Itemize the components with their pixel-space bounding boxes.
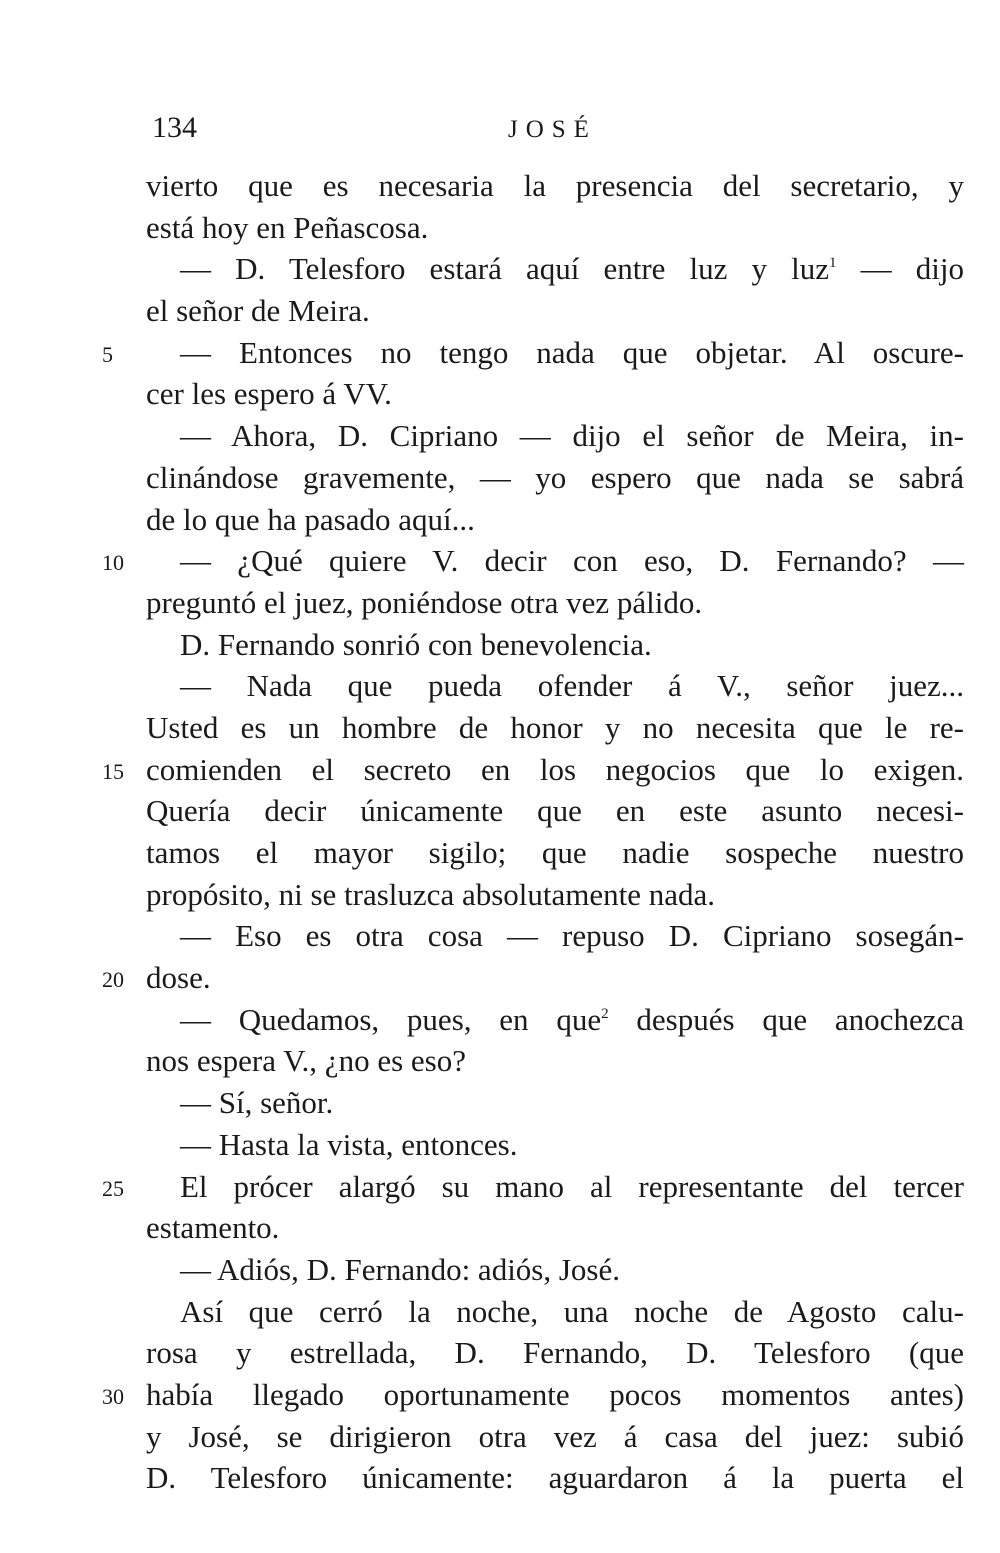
- line-text: — Adiós, D. Fernando: adiós, José.: [180, 1251, 621, 1287]
- page-number: 134: [152, 111, 197, 144]
- text-line: [146, 915, 964, 957]
- line-text: y José, se dirigieron otra vez á casa del juez: subió: [146, 1418, 964, 1454]
- line-text: — Hasta la vista, entonces.: [180, 1126, 518, 1162]
- line-text: propósito, ni se trasluzca absolutamente nada.: [146, 876, 716, 912]
- text-line: [146, 1249, 964, 1291]
- footnote-marker: 1: [829, 255, 837, 272]
- line-text: estamento.: [146, 1210, 280, 1246]
- text-line: [146, 1082, 964, 1124]
- text-line: [146, 207, 964, 249]
- text-line: [146, 457, 964, 499]
- text-line: [102, 1166, 964, 1208]
- text-line: [102, 1374, 964, 1416]
- line-text: tamos el mayor sigilo; que nadie sospeche nuestro: [146, 835, 964, 870]
- line-text: rosa y estrellada, D. Fernando, D. Telesforo (que: [146, 1335, 964, 1371]
- text-line: [146, 1416, 964, 1458]
- line-number: 25: [102, 1175, 124, 1201]
- text-line: [146, 624, 964, 666]
- line-text: el señor de Meira.: [146, 293, 370, 329]
- line-text: está hoy en Peñascosa.: [146, 209, 429, 245]
- line-text: nos espera V., ¿no es eso?: [146, 1043, 466, 1079]
- text-line: [146, 707, 964, 749]
- text-line: [146, 1124, 964, 1166]
- line-text: — Nada que pueda ofender á V., señor juez...: [180, 668, 964, 704]
- text-line: [146, 415, 964, 457]
- line-text: D. Telesforo únicamente: aguardaron á la puerta el: [146, 1460, 964, 1496]
- line-number: 30: [102, 1383, 124, 1409]
- text-line: [146, 790, 964, 832]
- line-text: D. Fernando sonrió con benevolencia.: [180, 626, 652, 662]
- text-line: [146, 665, 964, 707]
- line-text: preguntó el juez, poniéndose otra vez pálido.: [146, 584, 703, 620]
- line-number: 5: [102, 341, 113, 367]
- text-line: [146, 1332, 964, 1374]
- text-line: [146, 999, 964, 1041]
- footnote-marker: 2: [601, 1005, 609, 1022]
- line-text: — Eso es otra cosa — repuso D. Cipriano sosegán-: [180, 918, 964, 954]
- line-number: 20: [102, 967, 124, 993]
- text-line: [102, 749, 964, 791]
- line-text: — D. Telesforo estará aquí entre luz y luz$^1$ — dijo: [180, 251, 964, 287]
- text-line: [146, 248, 964, 290]
- text-line: [146, 874, 964, 916]
- line-text: Quería decir únicamente que en este asunto necesi-: [146, 793, 964, 829]
- line-text: dose.: [146, 960, 211, 996]
- body-text: [102, 165, 964, 1499]
- line-text: de lo que ha pasado aquí...: [146, 501, 475, 537]
- line-text: — Sí, señor.: [180, 1085, 334, 1121]
- line-text: Usted es un hombre de honor y no necesita que le re-: [146, 709, 964, 745]
- text-line: [146, 1040, 964, 1082]
- line-text: — ¿Qué quiere V. decir con eso, D. Fernando? —: [180, 543, 964, 579]
- text-line: [102, 332, 964, 374]
- text-line: [146, 373, 964, 415]
- text-line: [146, 1207, 964, 1249]
- line-text: había llegado oportunamente pocos momentos antes): [146, 1376, 964, 1412]
- line-text: clinándose gravemente, — yo espero que nada se sabrá: [146, 459, 964, 495]
- text-line: [146, 165, 964, 207]
- text-line: [146, 1291, 964, 1333]
- line-text: Así que cerró la noche, una noche de Agosto calu-: [180, 1293, 964, 1329]
- running-title: JOSÉ: [508, 116, 597, 143]
- text-line: [102, 957, 964, 999]
- line-text: — Quedamos, pues, en que$^2$ después que anochezca: [180, 1001, 964, 1037]
- line-text: El prócer alargó su mano al representante del tercer: [180, 1168, 964, 1204]
- text-line: [102, 540, 964, 582]
- text-line: [146, 290, 964, 332]
- text-line: [146, 499, 964, 541]
- line-text: — Entonces no tengo nada que objetar. Al oscure-: [180, 334, 964, 370]
- line-number: 15: [102, 758, 124, 784]
- line-number: 10: [102, 550, 124, 576]
- text-line: [146, 832, 964, 874]
- text-line: [146, 1457, 964, 1499]
- line-text: comienden el secreto en los negocios que lo exigen.: [146, 751, 964, 787]
- line-text: cer les espero á VV.: [146, 376, 392, 412]
- line-text: vierto que es necesaria la presencia del secretario, y: [146, 168, 964, 203]
- line-text: — Ahora, D. Cipriano — dijo el señor de Meira, in-: [180, 418, 964, 454]
- text-line: [146, 582, 964, 624]
